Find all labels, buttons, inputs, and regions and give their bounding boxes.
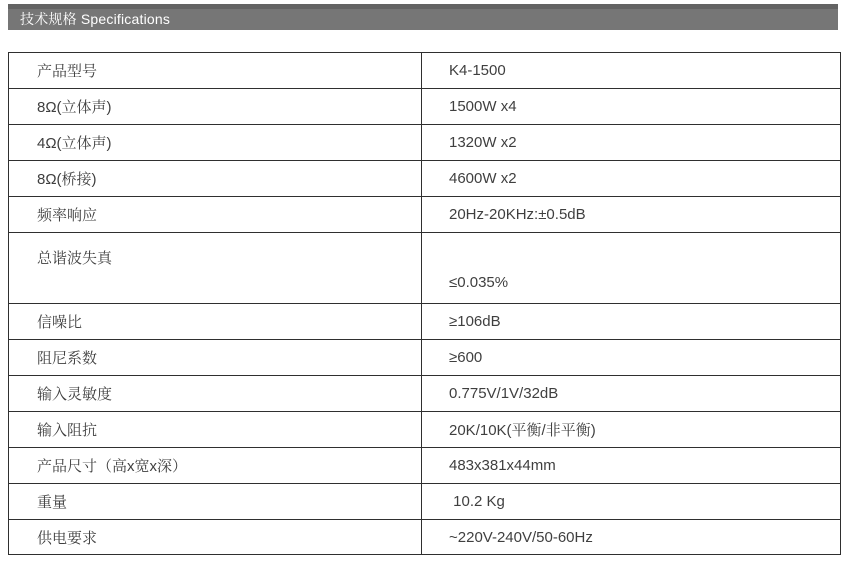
spec-label: 重量 [37,494,68,511]
spec-label-cell [9,340,422,375]
table-row [9,233,840,304]
spec-value: 483x381x44mm [449,457,556,474]
spec-label: 产品型号 [37,63,98,80]
spec-label-cell [9,520,422,554]
spec-value: 10.2 Kg [449,493,505,510]
spec-label-cell [9,197,422,232]
table-row [9,412,840,448]
spec-label: 4Ω(立体声) [37,135,112,152]
spec-value-cell [422,304,840,339]
table-row [9,304,840,340]
spec-value: 20K/10K(平衡/非平衡) [449,422,596,439]
spec-label-cell [9,125,422,160]
spec-value: ≥106dB [449,313,501,330]
spec-label: 阻尼系数 [37,350,98,367]
spec-label-cell [9,304,422,339]
spec-value: ~220V-240V/50-60Hz [449,528,593,546]
spec-label: 产品尺寸（高x宽x深） [37,458,188,475]
spec-label-cell [9,53,422,88]
table-row [9,53,840,89]
spec-value-cell [422,53,840,88]
spec-value-cell [422,233,840,303]
table-row [9,340,840,376]
spec-label-cell [9,484,422,519]
section-header-bar [8,4,838,30]
spec-value: 0.775V/1V/32dB [449,385,559,402]
spec-value: ≥600 [449,349,483,366]
table-row [9,89,840,125]
table-row [9,520,840,554]
spec-label: 8Ω(立体声) [37,99,112,116]
spec-label-cell [9,233,422,303]
specifications-table [8,52,841,555]
spec-label-cell [9,448,422,483]
spec-value-cell [422,125,840,160]
spec-label-cell [9,161,422,196]
spec-label: 输入灵敏度 [37,386,113,403]
spec-value: 20Hz-20KHz:±0.5dB [449,206,586,223]
table-row [9,161,840,197]
spec-value-cell [422,89,840,124]
table-row [9,376,840,412]
spec-label: 总谐波失真 [37,250,113,267]
spec-label: 信噪比 [37,314,83,331]
spec-value: ≤0.035% [449,274,509,291]
spec-label-cell [9,376,422,411]
spec-value: 1320W x2 [449,134,517,151]
table-row [9,125,840,161]
spec-value-cell [422,340,840,375]
spec-value: 4600W x2 [449,170,517,187]
spec-label-cell [9,412,422,447]
section-title: 技术规格 Specifications [20,11,171,27]
table-row [9,484,840,520]
spec-value-cell [422,376,840,411]
spec-value-cell [422,197,840,232]
spec-value: 1500W x4 [449,98,517,115]
spec-label: 8Ω(桥接) [37,171,97,188]
spec-label-cell [9,89,422,124]
spec-value-cell [422,412,840,447]
spec-label: 供电要求 [37,529,98,547]
spec-value-cell [422,520,840,554]
spec-value: K4-1500 [449,62,506,79]
spec-label: 输入阻抗 [37,422,98,439]
spec-value-cell [422,448,840,483]
spec-value-cell [422,484,840,519]
spec-label: 频率响应 [37,207,98,224]
table-row [9,448,840,484]
spec-value-cell [422,161,840,196]
specifications-page [0,4,849,571]
table-row [9,197,840,233]
